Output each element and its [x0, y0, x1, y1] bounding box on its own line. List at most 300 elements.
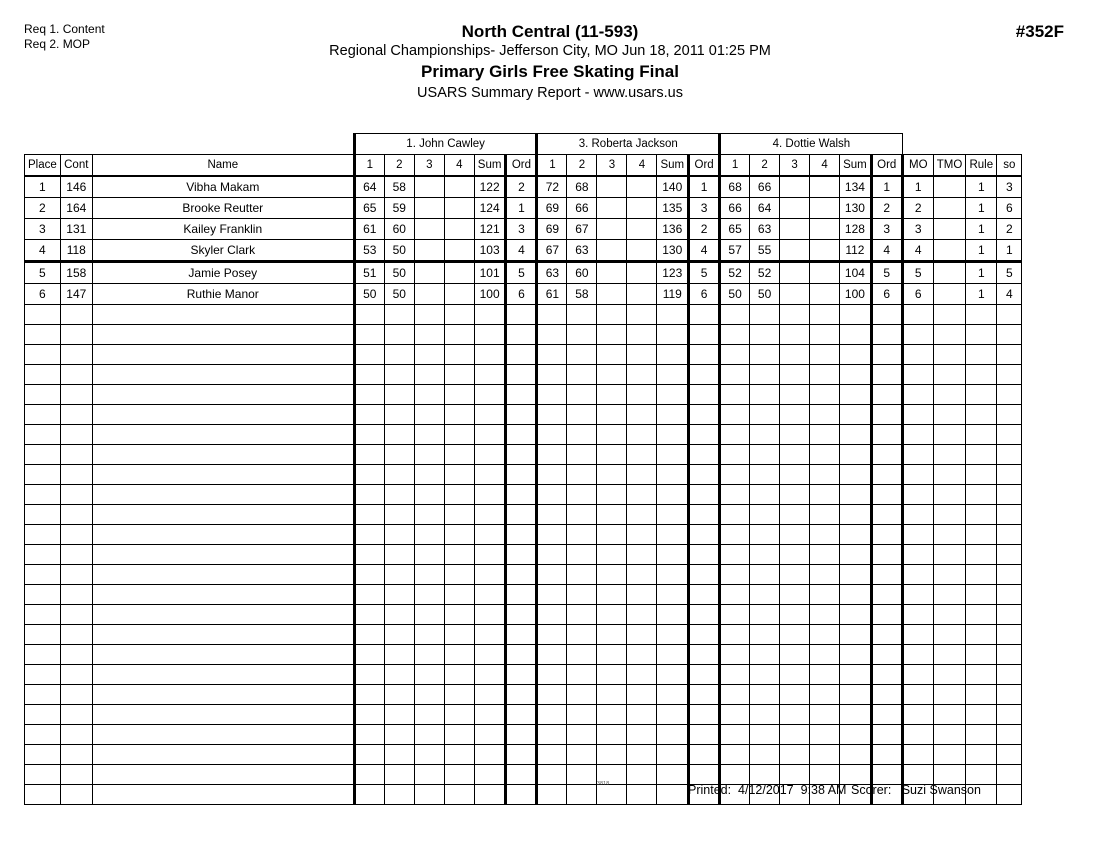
cell-empty	[384, 425, 414, 445]
cell-empty	[506, 765, 537, 785]
cell-name: Skyler Clark	[92, 240, 354, 262]
cell-j2-mark1: 69	[537, 219, 567, 240]
cell-empty	[444, 445, 474, 465]
cell-empty	[25, 485, 61, 505]
cell-empty	[902, 565, 933, 585]
cell-empty	[25, 385, 61, 405]
cell-j1-mark1: 53	[354, 240, 384, 262]
cell-empty	[414, 645, 444, 665]
judge-banner-1: 1. John Cawley	[354, 134, 537, 155]
cell-empty	[92, 405, 354, 425]
cell-empty	[780, 565, 810, 585]
cell-empty	[354, 525, 384, 545]
cell-empty	[689, 585, 720, 605]
table-row-empty[interactable]	[25, 325, 1022, 345]
cell-empty	[506, 665, 537, 685]
cell-j3-mark4	[810, 240, 840, 262]
cell-empty	[720, 645, 750, 665]
cell-empty	[384, 385, 414, 405]
cell-empty	[840, 465, 872, 485]
table-row-empty[interactable]	[25, 565, 1022, 585]
cell-empty	[997, 445, 1022, 465]
table-row-empty[interactable]	[25, 705, 1022, 725]
cell-empty	[840, 385, 872, 405]
cell-j3-sum: 128	[840, 219, 872, 240]
cell-j1-sum: 122	[474, 176, 506, 198]
table-row-empty[interactable]	[25, 345, 1022, 365]
cell-empty	[627, 405, 657, 425]
cell-empty	[780, 365, 810, 385]
cell-empty	[25, 565, 61, 585]
cell-empty	[933, 525, 966, 545]
cell-empty	[92, 705, 354, 725]
cell-empty	[840, 725, 872, 745]
cell-empty	[92, 625, 354, 645]
cell-j3-mark3	[780, 240, 810, 262]
cell-empty	[997, 325, 1022, 345]
cell-empty	[871, 365, 902, 385]
cell-empty	[414, 385, 444, 405]
cell-empty	[92, 445, 354, 465]
cell-empty	[689, 765, 720, 785]
cell-empty	[25, 505, 61, 525]
table-row-empty[interactable]	[25, 525, 1022, 545]
cell-j1-mark3	[414, 219, 444, 240]
cell-empty	[627, 525, 657, 545]
table-row-empty[interactable]	[25, 745, 1022, 765]
cell-empty	[627, 365, 657, 385]
cell-empty	[997, 305, 1022, 325]
cell-empty	[597, 625, 627, 645]
cell-empty	[720, 545, 750, 565]
cell-j1-ord: 6	[506, 284, 537, 305]
cell-empty	[354, 765, 384, 785]
cell-empty	[750, 705, 780, 725]
cell-empty	[25, 525, 61, 545]
cell-empty	[474, 425, 506, 445]
cell-empty	[657, 325, 689, 345]
cell-empty	[60, 425, 92, 445]
report-header	[0, 22, 1100, 103]
cell-empty	[997, 345, 1022, 365]
cell-empty	[567, 645, 597, 665]
table-row-empty[interactable]	[25, 685, 1022, 705]
cell-empty	[750, 345, 780, 365]
cell-empty	[871, 525, 902, 545]
cell-empty	[689, 545, 720, 565]
cell-empty	[537, 625, 567, 645]
cell-empty	[720, 505, 750, 525]
cell-empty	[414, 585, 444, 605]
cell-empty	[689, 305, 720, 325]
cell-empty	[414, 505, 444, 525]
cell-empty	[810, 525, 840, 545]
cell-empty	[354, 745, 384, 765]
cell-empty	[997, 385, 1022, 405]
cell-empty	[474, 345, 506, 365]
cell-j2-mark2: 63	[567, 240, 597, 262]
cell-empty	[689, 365, 720, 385]
cell-empty	[567, 705, 597, 725]
cell-empty	[997, 765, 1022, 785]
cell-empty	[506, 565, 537, 585]
cell-empty	[780, 645, 810, 665]
cell-empty	[60, 605, 92, 625]
cell-empty	[657, 345, 689, 365]
cell-empty	[354, 325, 384, 345]
cell-j3-ord: 5	[871, 262, 902, 284]
cell-empty	[810, 405, 840, 425]
cell-j1-mark3	[414, 198, 444, 219]
cell-empty	[997, 365, 1022, 385]
cell-empty	[384, 625, 414, 645]
table-row-empty[interactable]	[25, 765, 1022, 785]
cell-empty	[474, 605, 506, 625]
cell-empty	[474, 385, 506, 405]
table-row[interactable]	[25, 176, 1022, 198]
cell-empty	[627, 305, 657, 325]
cell-j2-ord: 1	[689, 176, 720, 198]
cell-empty	[780, 765, 810, 785]
cell-empty	[567, 745, 597, 765]
cell-empty	[720, 305, 750, 325]
cell-empty	[354, 645, 384, 665]
cell-j2-mark3	[597, 198, 627, 219]
cell-empty	[902, 425, 933, 445]
cell-empty	[414, 685, 444, 705]
cell-empty	[537, 585, 567, 605]
cell-empty	[567, 385, 597, 405]
cell-empty	[627, 765, 657, 785]
cell-empty	[840, 505, 872, 525]
cell-empty	[810, 505, 840, 525]
cell-empty	[627, 465, 657, 485]
cell-empty	[750, 485, 780, 505]
cell-empty	[354, 305, 384, 325]
cell-empty	[997, 505, 1022, 525]
cell-empty	[444, 745, 474, 765]
cell-empty	[933, 665, 966, 685]
cell-empty	[474, 765, 506, 785]
cell-empty	[60, 385, 92, 405]
cell-empty	[966, 365, 997, 385]
cell-empty	[780, 685, 810, 705]
cell-empty	[537, 365, 567, 385]
cell-name: Brooke Reutter	[92, 198, 354, 219]
cell-j2-mark4	[627, 198, 657, 219]
cell-so: 3	[997, 176, 1022, 198]
cell-empty	[414, 625, 444, 645]
cell-empty	[414, 745, 444, 765]
page-title: Primary Girls Free Skating Final	[421, 62, 679, 81]
cell-empty	[597, 565, 627, 585]
cell-mo: 6	[902, 284, 933, 305]
cell-empty	[810, 385, 840, 405]
cell-empty	[689, 485, 720, 505]
cell-empty	[997, 425, 1022, 445]
cell-empty	[92, 345, 354, 365]
table-row-empty[interactable]	[25, 545, 1022, 565]
cell-empty	[933, 705, 966, 725]
cell-empty	[60, 345, 92, 365]
cell-empty	[780, 305, 810, 325]
cell-j2-mark2: 66	[567, 198, 597, 219]
table-row-empty[interactable]	[25, 665, 1022, 685]
cell-empty	[474, 645, 506, 665]
cell-empty	[92, 545, 354, 565]
cell-empty	[384, 565, 414, 585]
cell-empty	[720, 465, 750, 485]
cell-empty	[92, 665, 354, 685]
cell-j1-mark4	[444, 176, 474, 198]
cell-empty	[840, 565, 872, 585]
cell-empty	[354, 405, 384, 425]
cell-j2-mark1: 69	[537, 198, 567, 219]
cell-empty	[597, 465, 627, 485]
cell-empty	[810, 445, 840, 465]
cell-place: 3	[25, 219, 61, 240]
cell-empty	[474, 305, 506, 325]
cell-j1-ord: 2	[506, 176, 537, 198]
cell-empty	[689, 685, 720, 705]
cell-empty	[780, 485, 810, 505]
cell-empty	[966, 705, 997, 725]
cell-empty	[597, 605, 627, 625]
cell-empty	[780, 625, 810, 645]
cell-j3-ord: 3	[871, 219, 902, 240]
cell-empty	[444, 365, 474, 385]
col-header-j3-3: 3	[780, 155, 810, 177]
col-header-j2-sum: Sum	[657, 155, 689, 177]
cell-empty	[354, 485, 384, 505]
cell-j3-ord: 1	[871, 176, 902, 198]
cell-empty	[537, 405, 567, 425]
cell-empty	[780, 745, 810, 765]
sheet-code: #352F	[1015, 22, 1064, 41]
cell-j1-mark3	[414, 176, 444, 198]
cell-j2-mark4	[627, 219, 657, 240]
cell-empty	[597, 745, 627, 765]
cell-empty	[689, 665, 720, 685]
cell-empty	[780, 665, 810, 685]
cell-j3-mark4	[810, 284, 840, 305]
cell-empty	[537, 305, 567, 325]
cell-empty	[840, 445, 872, 465]
cell-empty	[92, 305, 354, 325]
cell-j3-ord: 6	[871, 284, 902, 305]
cell-empty	[414, 325, 444, 345]
cell-empty	[444, 725, 474, 745]
cell-rule: 1	[966, 219, 997, 240]
cell-empty	[60, 625, 92, 645]
table-row-empty[interactable]	[25, 445, 1022, 465]
cell-j2-mark4	[627, 262, 657, 284]
cell-empty	[933, 745, 966, 765]
cell-empty	[444, 505, 474, 525]
table-row-empty[interactable]	[25, 405, 1022, 425]
cell-empty	[966, 645, 997, 665]
cell-empty	[997, 665, 1022, 685]
cell-empty	[933, 725, 966, 745]
cell-empty	[750, 365, 780, 385]
cell-empty	[966, 545, 997, 565]
cell-empty	[933, 765, 966, 785]
table-row-empty[interactable]	[25, 625, 1022, 645]
cell-empty	[966, 665, 997, 685]
cell-empty	[627, 505, 657, 525]
table-row[interactable]	[25, 198, 1022, 219]
cell-empty	[384, 485, 414, 505]
cell-empty	[414, 485, 444, 505]
cell-empty	[627, 665, 657, 685]
cell-empty	[902, 585, 933, 605]
cell-tmo	[933, 262, 966, 284]
table-row-empty[interactable]	[25, 485, 1022, 505]
cell-empty	[60, 765, 92, 785]
cell-empty	[60, 365, 92, 385]
cell-empty	[444, 705, 474, 725]
cell-empty	[840, 745, 872, 765]
cell-empty	[750, 645, 780, 665]
cell-j2-sum: 130	[657, 240, 689, 262]
cell-j3-mark3	[780, 262, 810, 284]
cell-empty	[871, 585, 902, 605]
cell-empty	[902, 605, 933, 625]
cell-empty	[25, 585, 61, 605]
cell-empty	[689, 385, 720, 405]
table-row-empty[interactable]	[25, 305, 1022, 325]
table-row-empty[interactable]	[25, 725, 1022, 745]
cell-cont: 118	[60, 240, 92, 262]
cell-j3-sum: 112	[840, 240, 872, 262]
table-row[interactable]	[25, 284, 1022, 305]
cell-empty	[474, 585, 506, 605]
cell-empty	[933, 425, 966, 445]
cell-empty	[627, 565, 657, 585]
cell-empty	[60, 305, 92, 325]
cell-j2-mark3	[597, 240, 627, 262]
cell-empty	[810, 625, 840, 645]
table-row-empty[interactable]	[25, 385, 1022, 405]
cell-empty	[506, 725, 537, 745]
cell-j1-mark4	[444, 198, 474, 219]
cell-empty	[840, 685, 872, 705]
cell-empty	[354, 365, 384, 385]
table-row-empty[interactable]	[25, 365, 1022, 385]
cell-place: 4	[25, 240, 61, 262]
table-row[interactable]	[25, 219, 1022, 240]
cell-empty	[597, 505, 627, 525]
cell-empty	[871, 745, 902, 765]
cell-empty	[537, 345, 567, 365]
cell-empty	[414, 525, 444, 545]
table-row-empty[interactable]	[25, 645, 1022, 665]
cell-empty	[597, 665, 627, 685]
cell-j3-mark2: 50	[750, 284, 780, 305]
cell-empty	[384, 405, 414, 425]
cell-j2-mark2: 67	[567, 219, 597, 240]
cell-empty	[444, 585, 474, 605]
cell-empty	[506, 405, 537, 425]
cell-empty	[567, 585, 597, 605]
cell-empty	[537, 425, 567, 445]
table-row[interactable]	[25, 240, 1022, 262]
cell-empty	[537, 385, 567, 405]
cell-empty	[966, 585, 997, 605]
cell-mo: 3	[902, 219, 933, 240]
table-row-empty[interactable]	[25, 585, 1022, 605]
cell-empty	[444, 605, 474, 625]
cell-empty	[60, 325, 92, 345]
table-row-empty[interactable]	[25, 505, 1022, 525]
cell-empty	[933, 645, 966, 665]
cell-empty	[414, 605, 444, 625]
cell-empty	[871, 385, 902, 405]
cell-empty	[720, 525, 750, 545]
col-header-j1-1: 1	[354, 155, 384, 177]
cell-empty	[657, 645, 689, 665]
cell-empty	[871, 325, 902, 345]
cell-empty	[597, 405, 627, 425]
judge-banner-tail-spacer	[902, 134, 1022, 155]
cell-empty	[25, 325, 61, 345]
cell-j3-mark3	[780, 176, 810, 198]
cell-empty	[354, 685, 384, 705]
cell-empty	[810, 765, 840, 785]
cell-empty	[840, 405, 872, 425]
cell-empty	[506, 305, 537, 325]
table-row-empty[interactable]	[25, 465, 1022, 485]
cell-empty	[750, 765, 780, 785]
cell-empty	[902, 725, 933, 745]
cell-name: Jamie Posey	[92, 262, 354, 284]
table-row-empty[interactable]	[25, 605, 1022, 625]
cell-empty	[657, 425, 689, 445]
cell-empty	[997, 585, 1022, 605]
cell-empty	[474, 685, 506, 705]
cell-empty	[902, 405, 933, 425]
cell-empty	[597, 445, 627, 465]
cell-empty	[689, 445, 720, 465]
cell-empty	[25, 605, 61, 625]
cell-empty	[871, 405, 902, 425]
cell-empty	[474, 445, 506, 465]
cell-j1-mark2: 58	[384, 176, 414, 198]
cell-empty	[444, 305, 474, 325]
cell-empty	[627, 345, 657, 365]
cell-cont: 146	[60, 176, 92, 198]
cell-empty	[871, 705, 902, 725]
table-row[interactable]	[25, 262, 1022, 284]
cell-j3-mark1: 57	[720, 240, 750, 262]
cell-mo: 1	[902, 176, 933, 198]
printed-timestamp: Printed: 4/12/2017 9:38 AM	[688, 783, 847, 797]
report-footer	[24, 783, 1034, 801]
cell-empty	[933, 385, 966, 405]
cell-empty	[384, 305, 414, 325]
cell-j2-mark3	[597, 284, 627, 305]
cell-empty	[966, 405, 997, 425]
table-row-empty[interactable]	[25, 425, 1022, 445]
cell-empty	[810, 745, 840, 765]
cell-empty	[780, 465, 810, 485]
cell-empty	[444, 345, 474, 365]
cell-empty	[780, 605, 810, 625]
cell-empty	[25, 725, 61, 745]
cell-empty	[60, 505, 92, 525]
cell-j2-mark1: 67	[537, 240, 567, 262]
cell-j2-ord: 6	[689, 284, 720, 305]
